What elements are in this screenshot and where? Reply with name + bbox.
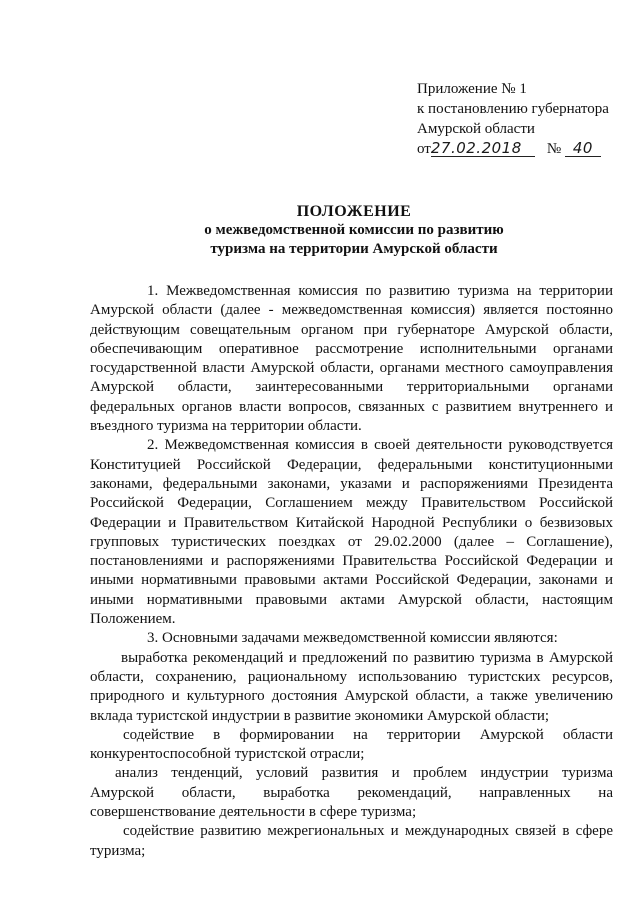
list-item: содействие развитию межрегиональных и международных связей в сфере туризма; [90,823,613,859]
list-item: выработка рекомендаций и предложений по развитию туризма в Амурской области, сохранению, рациональному использованию туристских ресурсов, природного и культурного достояния Амурской области, а также увеличению вклада туристской индустрии в развитие экономики Амурской области; [90,649,613,724]
title-line-2: о межведомственной комиссии по развитию [204,222,504,238]
list-item: содействие в формировании на территории Амурской области конкурентоспособной туристской отрасли; [90,726,613,763]
handwritten-number: 40 [565,140,601,157]
handwritten-date: 27.02.2018 [431,140,535,157]
number-label: № [546,141,562,157]
paragraph-2: 2. Межведомственная комиссия в своей деятельности руководствуется Конституцией Российской Федерации, федеральными конституционными законами, федеральными законами, указами и распоряжениями Президента Российской Федерации, Соглашением между Правительством Российской Федерации и Правительством Китайской Народной Республики о безвизовых групповых туристических поездках от 29.02.2000 (далее – Соглашение), постановлениями и распоряжениями Правительства Российской Федерации и иными нормативными правовыми актами Российской Федерации, законами и иными нормативными правовыми актами Амурской области, настоящим Положением. [90,437,613,628]
title-main: ПОЛОЖЕНИЕ [296,203,412,220]
title-line-3: туризма на территории Амурской области [210,241,498,257]
appendix-title: Приложение № 1 [417,81,527,97]
paragraph-3: 3. Основными задачами межведомственной комиссии являются: [147,630,558,647]
document-body [90,282,613,861]
appendix-region: Амурской области [417,121,535,137]
appendix-reference: к постановлению губернатора [417,101,609,117]
document-title [0,202,640,259]
appendix-header [417,79,632,159]
list-item: анализ тенденций, условий развития и проблем индустрии туризма Амурской области, выработка рекомендаций, направленных на совершенствование деятельности в сфере туризма; [90,765,613,821]
appendix-date-line [417,139,632,159]
paragraph-1: 1. Межведомственная комиссия по развитию туризма на территории Амурской области (далее - межведомственная комиссия) является постоянно действующим совещательным органом при губернаторе Амурской области, обеспечивающим оперативное рассмотрение исполнительными органами государственной власти Амурской области, органами местного самоуправления Амурской области, заинтересованными территориальными органами федеральных органов власти вопросов, связанных с развитием внутреннего и въездного туризма на территории области. [90,283,613,435]
date-prefix: от [417,141,431,157]
